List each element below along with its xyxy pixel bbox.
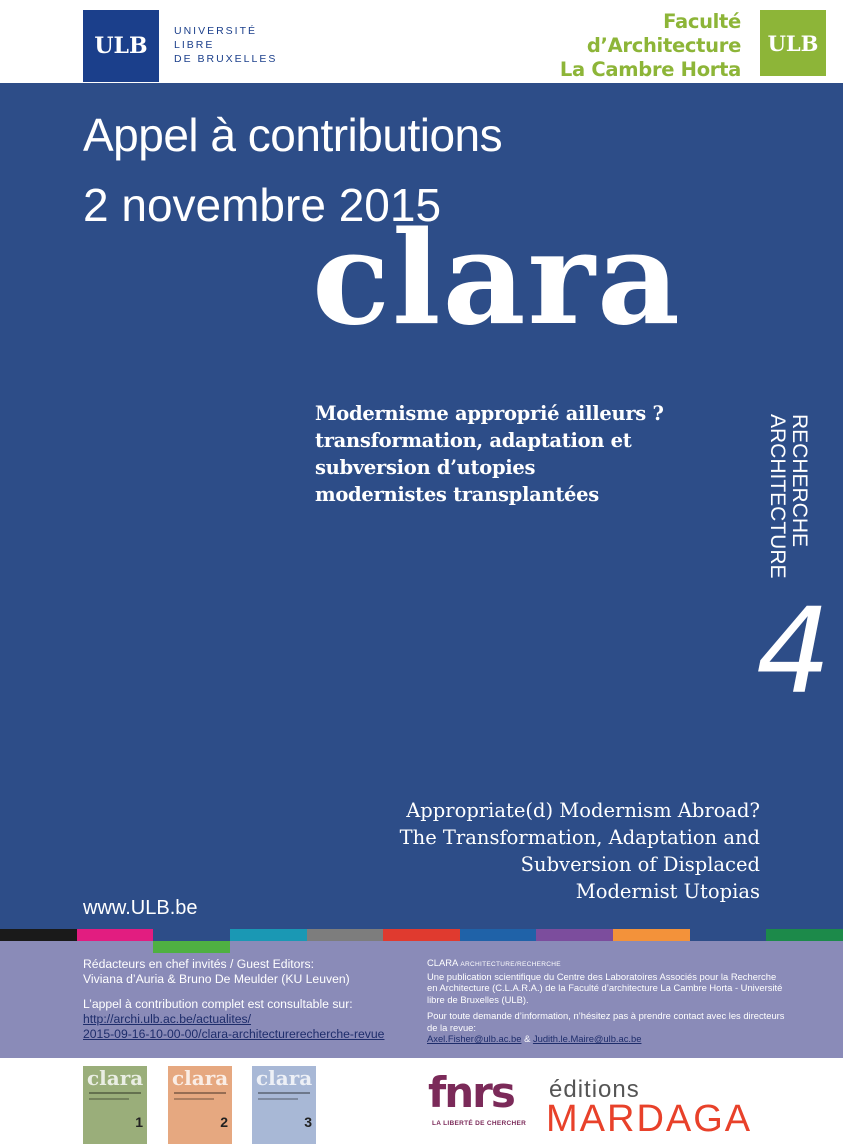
color-stripe [307, 929, 384, 941]
french-subtitle-line: transformation, adaptation et [315, 429, 632, 452]
english-subtitle [400, 797, 760, 905]
french-subtitle [315, 400, 664, 508]
publication-info [427, 957, 787, 1045]
call-link-line2[interactable]: 2015-09-16-10-00-00/clara-architecturerecherche-revue [83, 1027, 385, 1041]
mardaga-logo: MARDAGA [546, 1098, 753, 1140]
email-separator: & [521, 1033, 533, 1044]
editors-info [83, 957, 413, 1042]
english-subtitle-line: Modernist Utopias [575, 880, 760, 903]
university-name-line: UNIVERSITÉ [174, 25, 258, 37]
fnrs-logo [428, 1068, 527, 1134]
fnrs-wordmark: fnrs [428, 1068, 514, 1117]
french-subtitle-line: modernistes transplantées [315, 483, 599, 506]
journal-logo: clara [312, 204, 682, 354]
color-stripe [613, 929, 690, 941]
english-subtitle-line: Appropriate(d) Modernism Abroad? [406, 799, 760, 822]
publication-text: Une publication scientifique du Centre des Laboratoires Associés pour la Recherche en Architecture (C.L.A.R.A.) de la Faculté d’architecture La Cambre Horta - Université libre de Bruxelles (ULB). [427, 970, 783, 1005]
journal-cover-3[interactable] [252, 1066, 316, 1144]
cover-line [174, 1092, 226, 1094]
email-judith-le-maire[interactable]: Judith.le.Maire@ulb.ac.be [532, 1033, 642, 1044]
university-name [174, 24, 277, 66]
university-name-line: DE BRUXELLES [174, 53, 278, 65]
journal-vertical-label [766, 414, 810, 579]
vertical-label-recherche: RECHERCHE [788, 414, 811, 548]
color-stripe [77, 929, 154, 941]
issue-number: 4 [756, 582, 832, 720]
journal-cover-1[interactable] [83, 1066, 147, 1144]
english-subtitle-line: The Transformation, Adaptation and [399, 826, 760, 849]
faculty-name-line: La Cambre Horta [559, 58, 741, 81]
cover-line [89, 1098, 129, 1100]
french-subtitle-line: Modernisme approprié ailleurs ? [315, 402, 664, 425]
contact-text: Pour toute demande d’information, n’hésitez pas à prendre contact avec les directeurs de la revue: [427, 1010, 785, 1033]
editors-label: Rédacteurs en chef invités / Guest Editors: [83, 957, 314, 971]
deadline-date: 2 novembre 2015 [83, 179, 442, 231]
ulb-logo: ULB [83, 10, 159, 82]
faculty-name-line: d’Architecture [586, 34, 741, 57]
color-stripe-bar [0, 929, 843, 941]
cover-line [174, 1098, 214, 1100]
cover-number: 2 [220, 1114, 228, 1130]
editors-names: Viviana d’Auria & Bruno De Meulder (KU Leuven) [83, 972, 350, 986]
green-tab-accent [153, 941, 230, 953]
color-stripe [230, 929, 307, 941]
cover-title: clara [87, 1066, 144, 1090]
english-subtitle-line: Subversion of Displaced [520, 853, 760, 876]
color-stripe [153, 929, 230, 941]
color-stripe [536, 929, 613, 941]
vertical-label-architecture: ARCHITECTURE [766, 414, 789, 579]
email-axel-fisher[interactable]: Axel.Fisher@ulb.ac.be [427, 1033, 522, 1044]
color-stripe [383, 929, 460, 941]
call-text: L’appel à contribution complet est consultable sur: [83, 997, 353, 1011]
faculty-name [560, 10, 741, 82]
french-subtitle-line: subversion d’utopies [315, 456, 536, 479]
university-name-line: LIBRE [174, 39, 215, 51]
color-stripe [0, 929, 77, 941]
faculty-name-line: Faculté [663, 10, 741, 33]
editions-label: éditions [549, 1076, 640, 1103]
journal-cover-2[interactable] [168, 1066, 232, 1144]
call-link-line1[interactable]: http://archi.ulb.ac.be/actualites/ [83, 1012, 252, 1026]
cover-number: 1 [135, 1114, 143, 1130]
color-stripe [690, 929, 767, 941]
cover-title: clara [172, 1066, 229, 1090]
clara-sublabel: ARCHITECTURE/RECHERCHE [460, 961, 561, 968]
page-title: Appel à contributions [83, 109, 503, 161]
clara-label: CLARA [427, 957, 458, 968]
faculty-ulb-logo: ULB [760, 10, 826, 76]
cover-line [258, 1092, 310, 1094]
cover-line [89, 1092, 141, 1094]
fnrs-tagline: LA LIBERTÉ DE CHERCHER [432, 1120, 527, 1127]
color-stripe [460, 929, 537, 941]
color-stripe [766, 929, 843, 941]
website-link[interactable]: www.ULB.be [83, 897, 198, 919]
cover-title: clara [256, 1066, 313, 1090]
cover-number: 3 [304, 1114, 312, 1130]
cover-line [258, 1098, 298, 1100]
